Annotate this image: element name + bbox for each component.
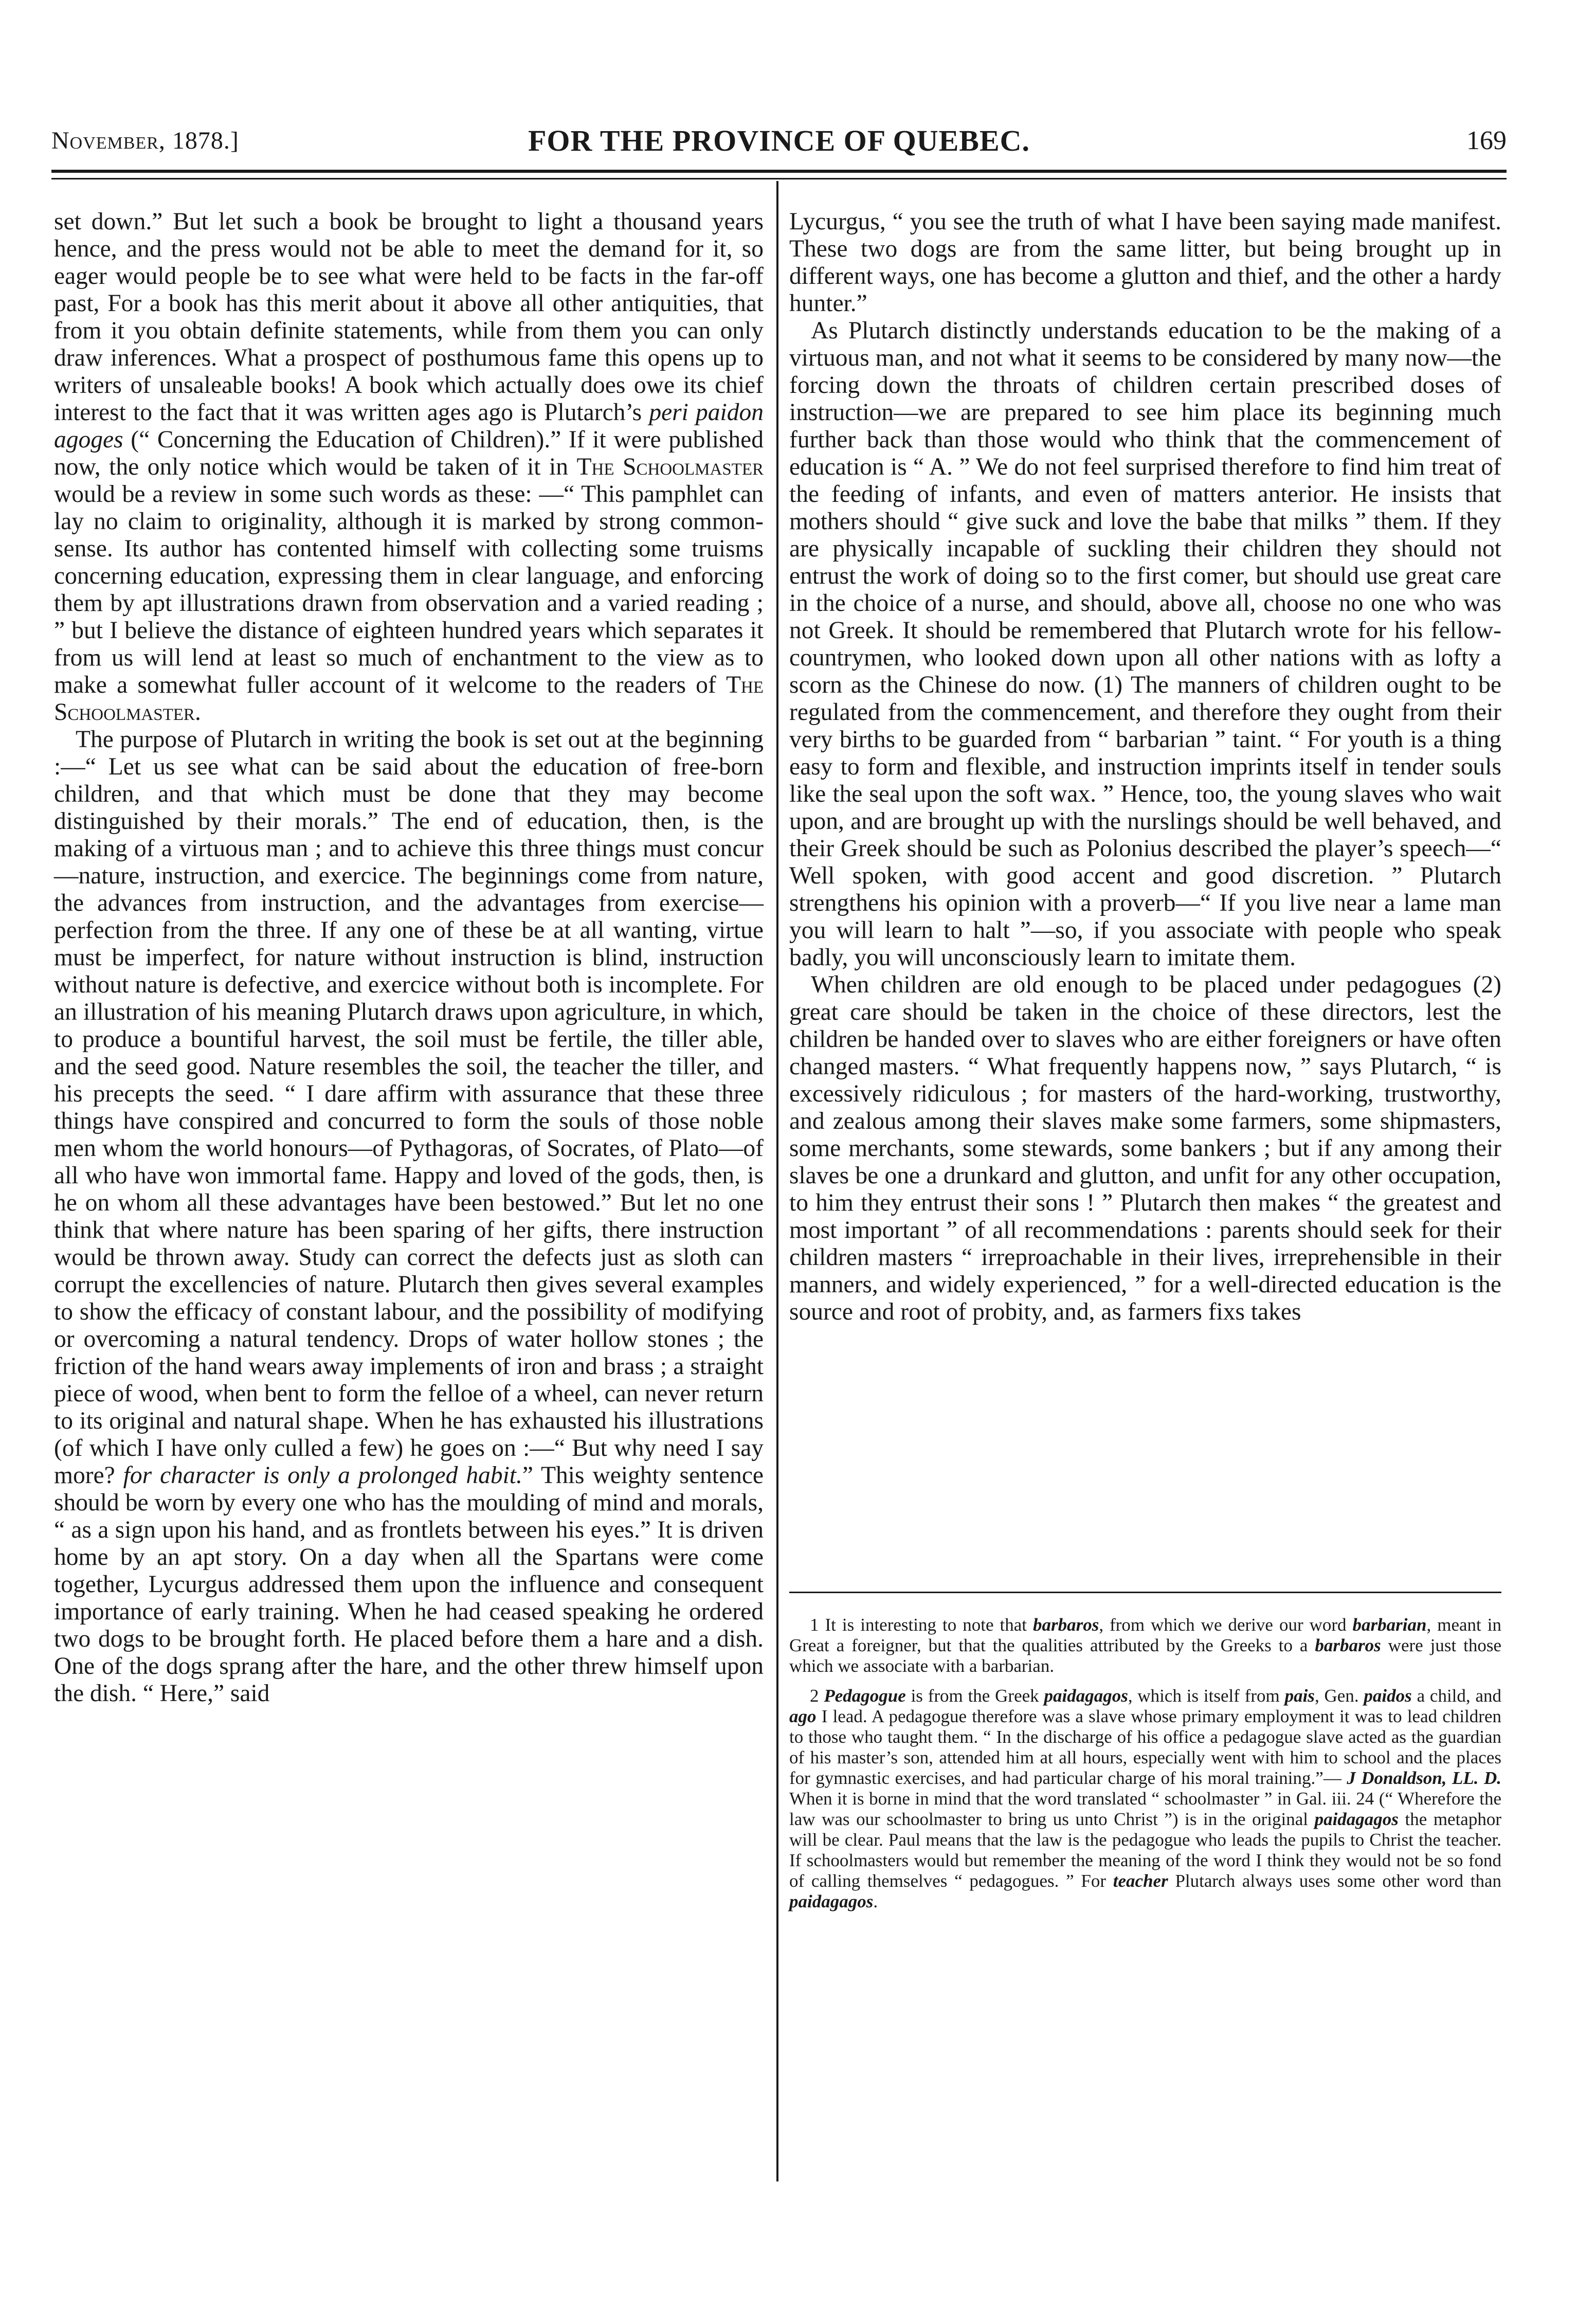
footnotes: [789, 1615, 1501, 1921]
left-column: [54, 208, 764, 1707]
header-rule-thick: [51, 170, 1507, 173]
running-head: [51, 123, 1507, 159]
paragraph: Lycurgus, “ you see the truth of what I have been saying made manifest. These two dogs are from the same litter, but being brought up in different ways, one has become a glutton and thief, and the other a hardy hunter.”: [789, 208, 1501, 317]
issue-date: November, 1878.]: [51, 127, 239, 154]
paragraph: set down.” But let such a book be brought to light a thousand years hence, and the press would not be able to meet the demand for it, so eager would people be to see what were held to be facts in the far-off past, For a book has this merit about it above all other antiquities, that from it you obtain definite statements, while from them you can only draw inferences. What a prospect of posthumous fame this opens up to writers of unsaleable books! A book which actually does owe its chief interest to the fact that it was written ages ago is Plutarch’s peri paidon agoges (“ Concerning the Education of Children).” If it were published now, the only notice which would be taken of it in The Schoolmaster would be a review in some such words as these: —“ This pamphlet can lay no claim to originality, although it is marked by strong common-sense. Its author has contented himself with collecting some truisms concerning education, expressing them in clear language, and enforcing them by apt illustrations drawn from observation and a varied reading ; ” but I believe the distance of eighteen hundred years which separates it from us will lend at least so much of enchantment to the view as to make a somewhat fuller account of it welcome to the readers of The Schoolmaster.: [54, 208, 764, 726]
page-number: 169: [1466, 126, 1507, 155]
right-column: [789, 208, 1501, 1326]
footnote-rule: [789, 1592, 1501, 1593]
header-rule-thin: [51, 178, 1507, 179]
footnote-1: 1 It is interesting to note that barbaros, from which we derive our word barbarian, meant in Great a foreigner, but that the qualities attributed by the Greeks to a barbaros were just those which we associate with a barbarian.: [789, 1615, 1501, 1676]
paragraph: The purpose of Plutarch in writing the book is set out at the beginning :—“ Let us see what can be said about the education of free-born children, and that which must be done that they may become distinguished by their morals.” The end of education, then, is the making of a virtuous man ; and to achieve this three things must concur—nature, instruction, and exercice. The beginnings come from nature, the advances from instruction, and the advantages from exercise—perfection from the three. If any one of these be at all wanting, virtue must be imperfect, for nature without instruction is blind, instruction without nature is defective, and exercice without both is incomplete. For an illustration of his meaning Plutarch draws upon agriculture, in which, to produce a bountiful harvest, the soil must be fertile, the tiller able, and the seed good. Nature resembles the soil, the teacher the tiller, and his precepts the seed. “ I dare affirm with assurance that these three things have conspired and concurred to form the souls of those noble men whom the world honours—of Pythagoras, of Socrates, of Plato—of all who have won immortal fame. Happy and loved of the gods, then, is he on whom all these advantages have been bestowed.” But let no one think that where nature has been sparing of her gifts, there instruction would be thrown away. Study can correct the defects just as sloth can corrupt the excellencies of nature. Plutarch then gives several examples to show the efficacy of constant labour, and the possibility of modifying or overcoming a natural tendency. Drops of water hollow stones ; the friction of the hand wears away implements of iron and brass ; a straight piece of wood, when bent to form the felloe of a wheel, can never return to its original and natural shape. When he has exhausted his illustrations (of which I have only culled a few) he goes on :—“ But why need I say more? for character is only a prolonged habit.” This weighty sentence should be worn by every one who has the moulding of mind and morals, “ as a sign upon his hand, and as frontlets between his eyes.” It is driven home by an apt story. On a day when all the Spartans were come together, Lycurgus addressed them upon the influence and consequent importance of early training. When he had ceased speaking he ordered two dogs to be brought forth. He placed before them a hare and a dish. One of the dogs sprang after the hare, and the other threw himself upon the dish. “ Here,” said: [54, 726, 764, 1707]
column-divider: [776, 181, 778, 2181]
footnote-2: 2 Pedagogue is from the Greek paidagagos, which is itself from pais, Gen. paidos a child, and ago I lead. A pedagogue therefore was a slave whose primary employment it was to lead children to those who taught them. “ In the discharge of his office a pedagogue slave acted as the guardian of his master’s son, attended him at all hours, especially went with him to school and the places for gymnastic exercises, and had particular charge of his moral training.”— J Donaldson, LL. D. When it is borne in mind that the word translated “ schoolmaster ” in Gal. iii. 24 (“ Wherefore the law was our schoolmaster to bring us unto Christ ”) is in the original paidagagos the metaphor will be clear. Paul means that the law is the pedagogue who leads the pupils to Christ the teacher. If schoolmasters would but remember the meaning of the word I think they would not be so fond of calling themselves “ pedagogues. ” For teacher Plutarch always uses some other word than paidagagos.: [789, 1686, 1502, 1911]
paragraph: When children are old enough to be placed under pedagogues (2) great care should be taken in the choice of these directors, lest the children be handed over to slaves who are either foreigners or have often changed masters. “ What frequently happens now, ” says Plutarch, “ is excessively ridiculous ; for masters of the hard-working, trustworthy, and zealous among their slaves make some farmers, some shipmasters, some merchants, some stewards, some bankers ; but if any among their slaves be one a drunkard and glutton, and unfit for any other occupation, to him they entrust their sons ! ” Plutarch then makes “ the greatest and most important ” of all recommendations : parents should seek for their children masters “ irreproachable in their lives, irreprehensible in their manners, and widely experienced, ” for a well-directed education is the source and root of probity, and, as farmers fixs takes: [789, 971, 1501, 1325]
publication-title: FOR THE PROVINCE OF QUEBEC.: [528, 124, 1030, 157]
paragraph: As Plutarch distinctly understands education to be the making of a virtuous man, and not what it seems to be considered by many now—the forcing down the throats of children certain prescribed doses of instruction—we are prepared to see him place its beginning much further back than those would who think that the commencement of education is “ A. ” We do not feel surprised therefore to find him treat of the feeding of infants, and even of matters anterior. He insists that mothers should “ give suck and love the babe that milks ” them. If they are physically incapable of suckling their children they should not entrust the work of doing so to the first comer, but should use great care in the choice of a nurse, and should, above all, choose no one who was not Greek. It should be remembered that Plutarch wrote for his fellow-countrymen, who looked down upon all other nations with as lofty a scorn as the Chinese do now. (1) The manners of children ought to be regulated from the commencement, and therefore they ought from their very births to be guarded from “ barbarian ” taint. “ For youth is a thing easy to form and flexible, and instruction imprints itself in tender souls like the seal upon the soft wax. ” Hence, too, the young slaves who wait upon, and are brought up with the nurslings should be well behaved, and their Greek should be such as Polonius described the player’s speech—“ Well spoken, with good accent and good discretion. ” Plutarch strengthens his opinion with a proverb—“ If you live near a lame man you will learn to halt ”—so, if you associate with people who speak badly, you will unconsciously learn to imitate them.: [789, 317, 1501, 971]
